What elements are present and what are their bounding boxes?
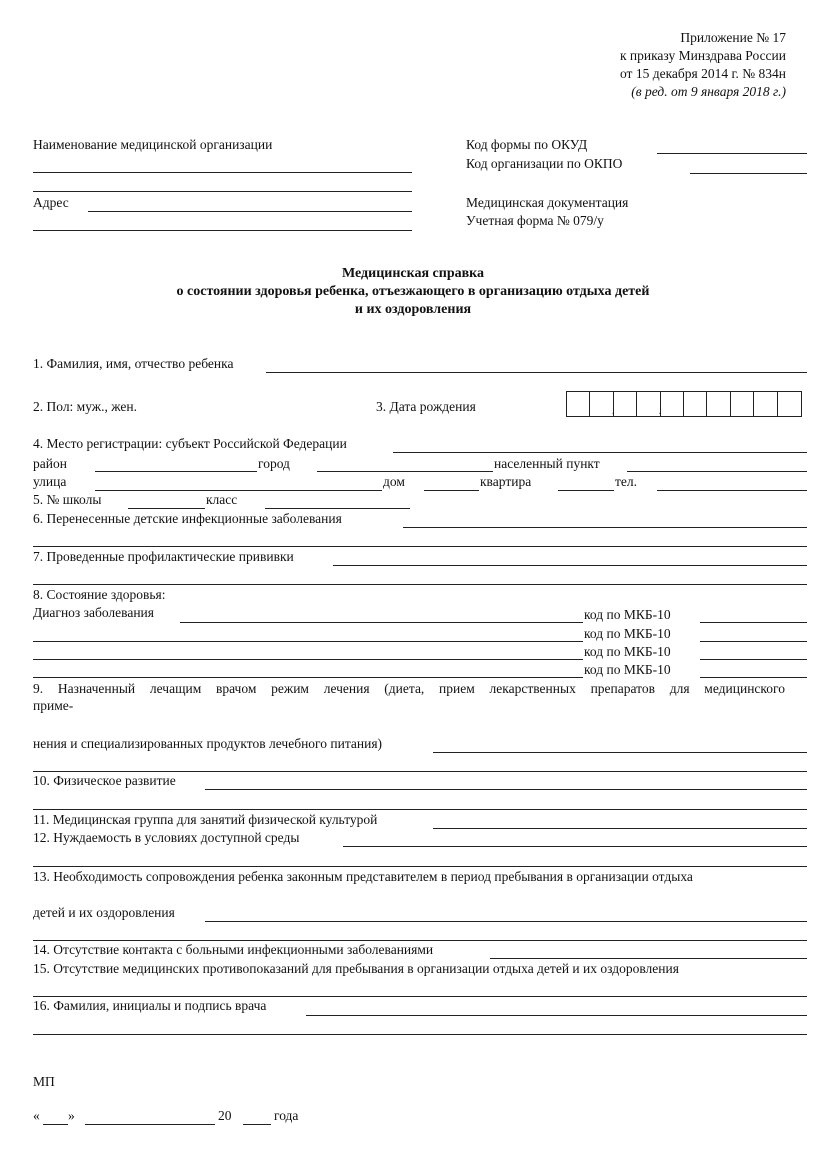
diagnosis-field-1[interactable] <box>180 622 583 623</box>
year-suffix: года <box>274 1108 299 1123</box>
escort-field-2[interactable] <box>33 940 807 941</box>
quote-close: » <box>68 1108 75 1123</box>
field-14-label: 14. Отсутствие контакта с больными инфекционными заболеваниями <box>33 942 434 957</box>
house-label: дом <box>383 474 405 489</box>
doc-title: Медицинская справка <box>341 266 485 281</box>
org-name-field[interactable] <box>33 172 412 173</box>
street-field[interactable] <box>95 490 382 491</box>
org-name-label: Наименование медицинской организации <box>33 137 273 152</box>
flat-label: квартира <box>480 474 532 489</box>
settlement-field[interactable] <box>627 471 807 472</box>
escort-field[interactable] <box>205 921 807 922</box>
street-label: улица <box>33 474 67 489</box>
field-16-label: 16. Фамилия, инициалы и подпись врача <box>33 998 267 1013</box>
infections-field[interactable] <box>403 527 807 528</box>
flat-field[interactable] <box>558 490 614 491</box>
field-9-hyphen: приме- <box>33 698 74 713</box>
doctor-signature-field-2[interactable] <box>33 1034 807 1035</box>
field-4-label: 4. Место регистрации: субъект Российской Федерации <box>33 436 347 451</box>
child-name-field[interactable] <box>266 372 807 373</box>
pe-group-field[interactable] <box>433 828 807 829</box>
address-label: Адрес <box>33 195 69 210</box>
okpo-label: Код организации по ОКПО <box>466 156 623 171</box>
org-name-field-2[interactable] <box>33 191 412 192</box>
doctor-signature-field[interactable] <box>306 1015 807 1016</box>
accessibility-field[interactable] <box>343 846 807 847</box>
month-field[interactable] <box>85 1124 215 1125</box>
doc-subtitle: о состоянии здоровья ребенка, отъезжающего в организацию отдыха детей <box>176 284 650 299</box>
address-field-2[interactable] <box>33 230 412 231</box>
phone-label: тел. <box>615 474 638 489</box>
mkb-field-4[interactable] <box>700 677 807 678</box>
field-13-label: 13. Необходимость сопровождения ребенка законным представителем в период пребывания в организации отдыха <box>33 869 693 884</box>
medical-doc-label: Медицинская документация <box>466 195 629 210</box>
address-field[interactable] <box>88 211 412 212</box>
field-13-label-2: детей и их оздоровления <box>33 905 175 920</box>
field-10-label: 10. Физическое развитие <box>33 773 176 788</box>
mkb-field-2[interactable] <box>700 641 807 642</box>
mkb-field-1[interactable] <box>700 622 807 623</box>
field-9-label-2: нения и специализированных продуктов лечебного питания) <box>33 736 383 751</box>
school-field[interactable] <box>128 508 205 509</box>
no-contact-field[interactable] <box>490 958 807 959</box>
field-3-label: 3. Дата рождения <box>376 399 476 414</box>
physical-dev-field-2[interactable] <box>33 809 807 810</box>
settlement-label: населенный пункт <box>494 456 600 471</box>
year-field[interactable] <box>243 1124 271 1125</box>
diagnosis-field-2[interactable] <box>33 641 583 642</box>
house-field[interactable] <box>424 490 479 491</box>
region-field[interactable] <box>393 452 807 453</box>
quote-open: « <box>33 1108 40 1123</box>
field-11-label: 11. Медицинская группа для занятий физической культурой <box>33 812 378 827</box>
treatment-field[interactable] <box>433 752 807 753</box>
field-9-label: 9. Назначенный лечащим врачом режим лечения (диета, прием лекарственных препаратов для медицинского <box>33 681 785 696</box>
form-number-label: Учетная форма № 079/у <box>466 213 604 228</box>
class-label: класс <box>206 492 238 507</box>
revision-note: (в ред. от 9 января 2018 г.) <box>631 84 786 99</box>
order-reference: к приказу Минздрава России <box>619 48 786 63</box>
field-8-label: 8. Состояние здоровья: <box>33 587 166 602</box>
mkb-label-1: код по МКБ-10 <box>584 607 671 622</box>
year-prefix: 20 <box>218 1108 232 1123</box>
day-field[interactable] <box>43 1124 68 1125</box>
stamp-label: МП <box>33 1074 55 1089</box>
vaccinations-field-2[interactable] <box>33 584 807 585</box>
mkb-field-3[interactable] <box>700 659 807 660</box>
field-12-label: 12. Нуждаемость в условиях доступной среды <box>33 830 300 845</box>
okpo-field[interactable] <box>690 173 807 174</box>
appendix-number: Приложение № 17 <box>680 30 786 45</box>
field-6-label: 6. Перенесенные детские инфекционные заболевания <box>33 511 342 526</box>
diagnosis-field-4[interactable] <box>33 677 583 678</box>
class-field[interactable] <box>265 508 410 509</box>
field-1-label: 1. Фамилия, имя, отчество ребенка <box>33 356 234 371</box>
mkb-label-3: код по МКБ-10 <box>584 644 671 659</box>
vaccinations-field[interactable] <box>333 565 807 566</box>
okud-field[interactable] <box>657 153 807 154</box>
physical-dev-field[interactable] <box>205 789 807 790</box>
doc-subtitle-2: и их оздоровления <box>354 302 472 317</box>
district-label: район <box>33 456 67 471</box>
okud-label: Код формы по ОКУД <box>466 137 588 152</box>
field-5-label: 5. № школы <box>33 492 102 507</box>
city-label: город <box>258 456 290 471</box>
city-field[interactable] <box>317 471 493 472</box>
birth-date-cells[interactable]: . . <box>566 391 802 417</box>
treatment-field-2[interactable] <box>33 771 807 772</box>
phone-field[interactable] <box>657 490 807 491</box>
infections-field-2[interactable] <box>33 546 807 547</box>
field-2-label: 2. Пол: муж., жен. <box>33 399 137 414</box>
diagnosis-field-3[interactable] <box>33 659 583 660</box>
no-contraindications-field[interactable] <box>33 996 807 997</box>
district-field[interactable] <box>95 471 257 472</box>
mkb-label-2: код по МКБ-10 <box>584 626 671 641</box>
mkb-label-4: код по МКБ-10 <box>584 662 671 677</box>
diagnosis-label: Диагноз заболевания <box>33 605 154 620</box>
order-date: от 15 декабря 2014 г. № 834н <box>619 66 786 81</box>
accessibility-field-2[interactable] <box>33 866 807 867</box>
field-7-label: 7. Проведенные профилактические прививки <box>33 549 294 564</box>
field-15-label: 15. Отсутствие медицинских противопоказаний для пребывания в организации отдыха детей и их оздоровления <box>33 961 679 976</box>
